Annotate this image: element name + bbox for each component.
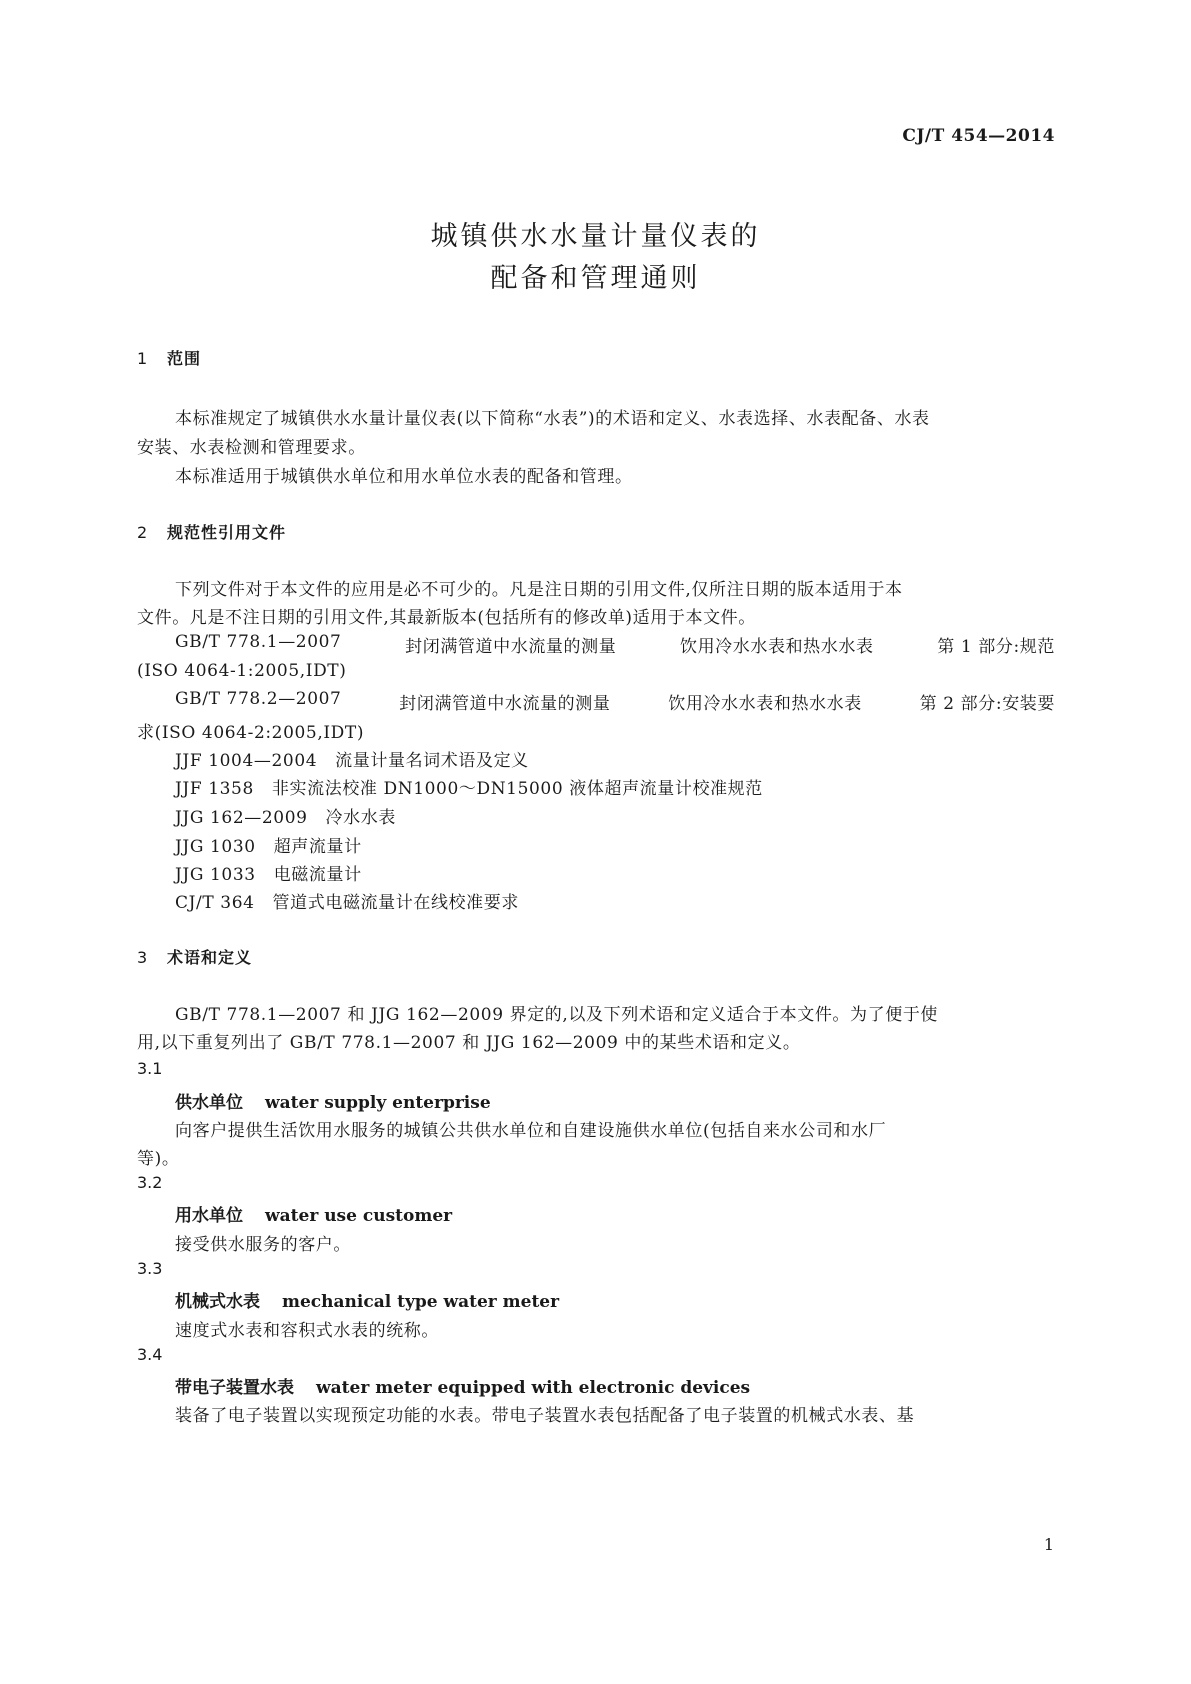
text: 本标准规定了城镇供水水量计量仪表(以下简称“水表”)的术语和定义、水表选择、水表配备、水表 (175, 409, 930, 429)
ref-code: JJG 1033 (175, 865, 256, 885)
term-definition-continuation: 等)。 (137, 1149, 180, 1169)
ref-item (175, 888, 519, 913)
ref-code: JJF 1358 (175, 779, 254, 799)
ref-code: JJG 1030 (175, 837, 256, 857)
term-heading (175, 1287, 559, 1312)
ref-subtitle: 饮用冷水水表和热水水表 (679, 637, 874, 657)
ref-item (175, 860, 362, 885)
ref-code: CJ/T 364 (175, 893, 255, 913)
term-heading (175, 1373, 750, 1398)
sec2-para1-line1: 下列文件对于本文件的应用是必不可少的。凡是注日期的引用文件,仅所注日期的版本适用于本 (175, 580, 903, 600)
ref-item (175, 746, 529, 771)
term-definition: 装备了电子装置以实现预定功能的水表。带电子装置水表包括配备了电子装置的机械式水表、基 (175, 1406, 915, 1426)
ref-code: JJG 162—2009 (175, 808, 308, 828)
ref-item (175, 832, 362, 857)
sec3-para1-line2: 用,以下重复列出了 GB/T 778.1—2007 和 JJG 162—2009 中的某些术语和定义。 (137, 1033, 801, 1053)
term-en: water use customer (265, 1206, 453, 1226)
term-definition: 速度式水表和容积式水表的统称。 (175, 1321, 439, 1341)
term-heading (175, 1201, 452, 1226)
ref-code: GB/T 778.2—2007 (175, 689, 342, 709)
section-2-heading (137, 520, 286, 543)
ref-title: 封闭满管道中水流量的测量 (399, 694, 611, 714)
section-number: 3 (137, 948, 149, 967)
ref-subtitle: 饮用冷水水表和热水水表 (668, 694, 862, 714)
ref-item-continuation: 求(ISO 4064-2:2005,IDT) (137, 723, 365, 743)
ref-item (175, 689, 1055, 714)
clause-number: 3.1 (137, 1059, 163, 1078)
term-definition: 接受供水服务的客户。 (175, 1235, 351, 1255)
page-title-line1: 城镇供水水量计量仪表的 (430, 221, 761, 252)
ref-title: 流量计量名词术语及定义 (335, 751, 529, 771)
term-zh: 用水单位 (175, 1206, 243, 1226)
term-definition: 向客户提供生活饮用水服务的城镇公共供水单位和自建设施供水单位(包括自来水公司和水厂 (175, 1121, 887, 1141)
section-title: 范围 (167, 349, 202, 368)
ref-code: JJF 1004—2004 (175, 751, 318, 771)
ref-part: 第 1 部分:规范 (937, 637, 1055, 657)
ref-item (175, 774, 763, 799)
section-3-heading (137, 945, 252, 968)
section-title: 术语和定义 (167, 948, 253, 967)
term-heading (175, 1088, 491, 1113)
clause-number: 3.2 (137, 1173, 163, 1192)
clause-number: 3.3 (137, 1259, 163, 1278)
standard-code: CJ/T 454—2014 (902, 126, 1055, 146)
ref-title: 超声流量计 (273, 837, 362, 857)
ref-item-continuation: (ISO 4064-1:2005,IDT) (137, 661, 347, 681)
ref-item (175, 632, 1055, 657)
clause-number: 3.4 (137, 1345, 163, 1364)
ref-code: GB/T 778.1—2007 (175, 632, 342, 652)
ref-title: 封闭满管道中水流量的测量 (405, 637, 617, 657)
term-en: water meter equipped with electronic devices (316, 1378, 751, 1398)
section-title: 规范性引用文件 (167, 523, 287, 542)
section-number: 2 (137, 523, 149, 542)
term-zh: 带电子装置水表 (175, 1378, 294, 1398)
page-title-line2: 配备和管理通则 (490, 263, 701, 294)
sec2-para1-line2: 文件。凡是不注日期的引用文件,其最新版本(包括所有的修改单)适用于本文件。 (137, 608, 756, 628)
ref-title: 冷水水表 (325, 808, 396, 828)
sec1-para1-line2: 安装、水表检测和管理要求。 (137, 438, 366, 458)
ref-item (175, 803, 396, 828)
section-number: 1 (137, 349, 149, 368)
section-1-heading (137, 346, 201, 369)
sec3-para1-line1: GB/T 778.1—2007 和 JJG 162—2009 界定的,以及下列术语和定义适合于本文件。为了便于使 (175, 1005, 939, 1025)
term-en: water supply enterprise (265, 1093, 491, 1113)
ref-title: 管道式电磁流量计在线校准要求 (272, 893, 519, 913)
sec1-para2: 本标准适用于城镇供水单位和用水单位水表的配备和管理。 (175, 467, 633, 487)
sec1-para1-line1 (175, 404, 1055, 429)
ref-part: 第 2 部分:安装要 (919, 694, 1055, 714)
term-zh: 机械式水表 (175, 1292, 260, 1312)
ref-title: 非实流法校准 DN1000～DN15000 液体超声流量计校准规范 (271, 779, 763, 799)
term-zh: 供水单位 (175, 1093, 243, 1113)
ref-title: 电磁流量计 (273, 865, 362, 885)
term-en: mechanical type water meter (282, 1292, 560, 1312)
page-number: 1 (1043, 1535, 1054, 1554)
